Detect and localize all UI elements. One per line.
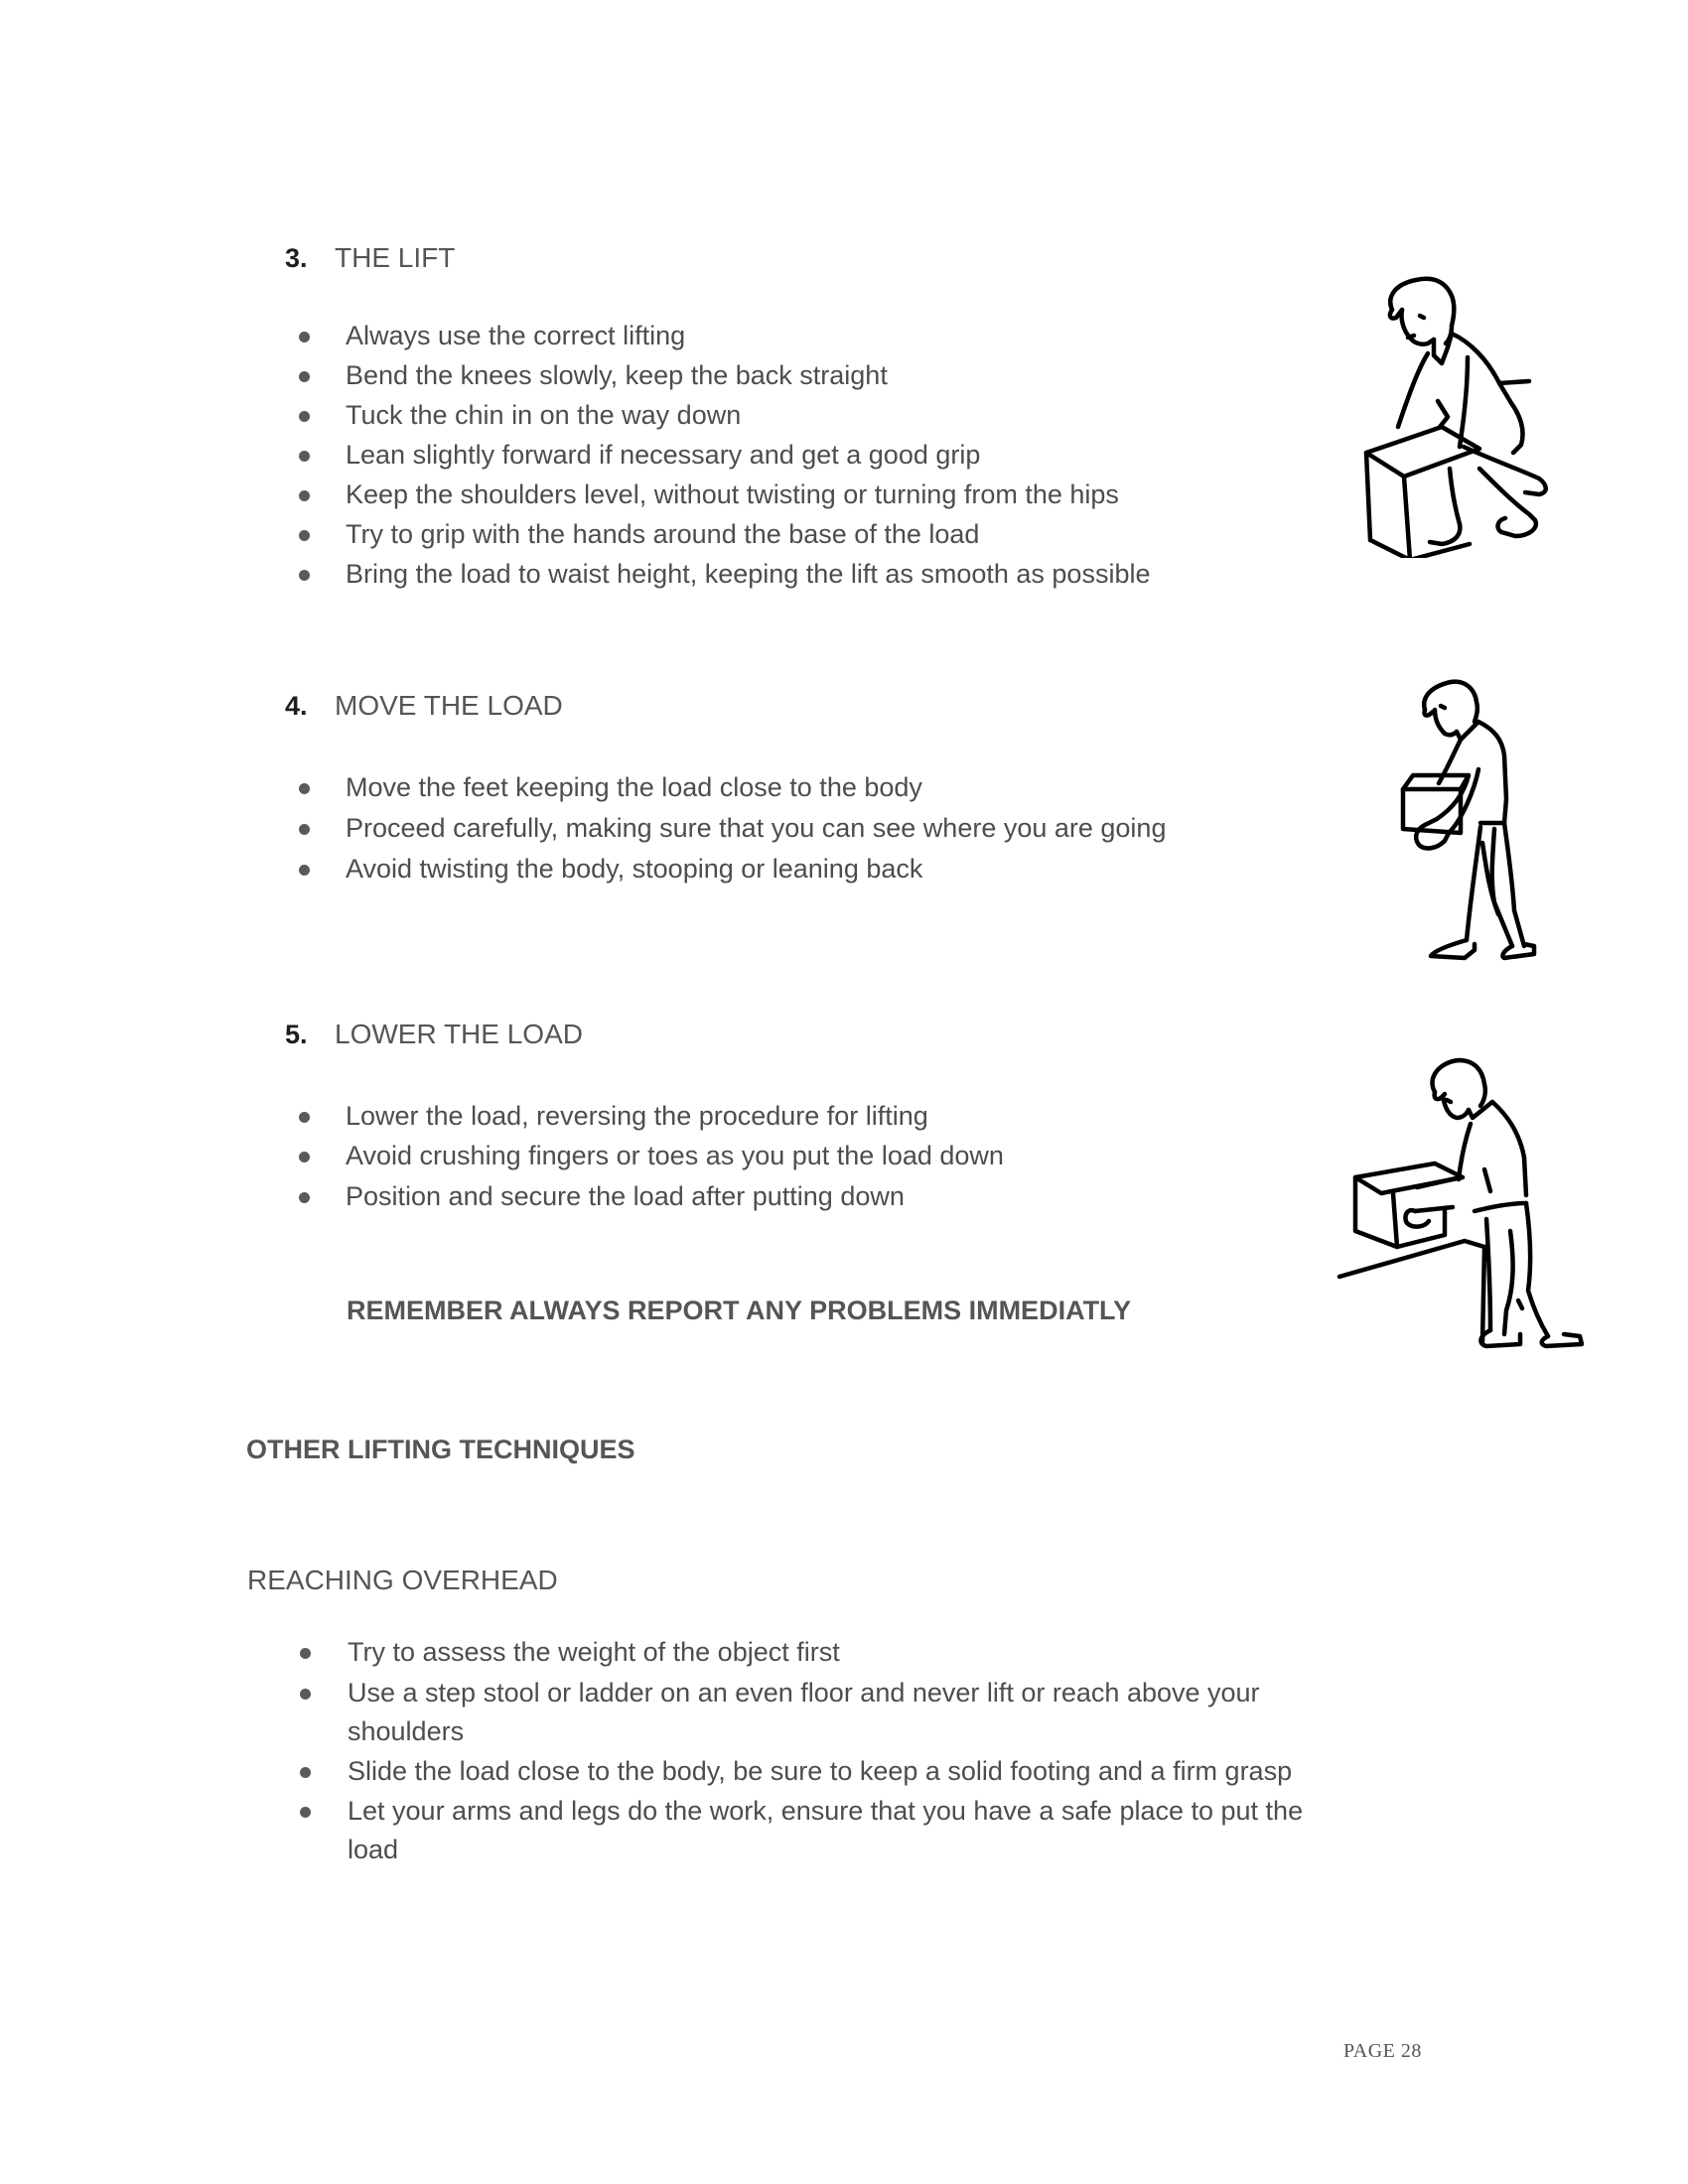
page-number: PAGE 28 [1343, 2040, 1422, 2062]
bullet-icon [299, 371, 310, 382]
list-item: Avoid twisting the body, stooping or leaning back [346, 854, 923, 884]
list-item-continuation: load [348, 1835, 399, 1864]
section-title: REACHING OVERHEAD [247, 1565, 558, 1595]
bullet-icon [299, 332, 310, 342]
person-carrying-box-icon [1395, 660, 1574, 968]
bullet-icon [300, 1689, 311, 1700]
list-item: Use a step stool or ladder on an even floor and never lift or reach above your [348, 1678, 1260, 1707]
list-item: Keep the shoulders level, without twisting or turning from the hips [346, 479, 1119, 509]
list-item: Try to assess the weight of the object first [348, 1637, 840, 1667]
list-item: Lean slightly forward if necessary and get a good grip [346, 440, 981, 470]
list-item: Lower the load, reversing the procedure for lifting [346, 1101, 928, 1131]
bullet-icon [299, 824, 310, 835]
bullet-icon [300, 1807, 311, 1818]
section-number: 4. [285, 691, 308, 721]
bullet-icon [299, 490, 310, 501]
section-number: 3. [285, 243, 308, 273]
list-item: Tuck the chin in on the way down [346, 400, 742, 430]
list-item: Bring the load to waist height, keeping the lift as smooth as possible [346, 559, 1151, 589]
list-item: Bend the knees slowly, keep the back straight [346, 360, 888, 390]
list-item: Try to grip with the hands around the base of the load [346, 519, 980, 549]
list-item: Slide the load close to the body, be sure to keep a solid footing and a firm grasp [348, 1756, 1293, 1786]
bullet-icon [300, 1767, 311, 1778]
section-number: 5. [285, 1020, 308, 1049]
list-item: Position and secure the load after putting down [346, 1181, 905, 1211]
bullet-icon [299, 451, 310, 462]
safety-reminder: REMEMBER ALWAYS REPORT ANY PROBLEMS IMMEDIATLY [347, 1296, 1132, 1325]
bullet-icon [299, 1112, 310, 1123]
bullet-icon [299, 411, 310, 422]
section-title: LOWER THE LOAD [335, 1019, 583, 1049]
list-item: Move the feet keeping the load close to the body [346, 772, 922, 802]
other-techniques-heading: OTHER LIFTING TECHNIQUES [246, 1434, 635, 1464]
bullet-icon [299, 865, 310, 876]
bullet-icon [299, 1192, 310, 1203]
section-title: THE LIFT [335, 242, 456, 273]
list-item: Avoid crushing fingers or toes as you put the load down [346, 1141, 1004, 1170]
list-item: Let your arms and legs do the work, ensure that you have a safe place to put the [348, 1796, 1304, 1826]
bullet-icon [299, 570, 310, 581]
bullet-icon [299, 783, 310, 794]
section-title: MOVE THE LOAD [335, 690, 563, 721]
bullet-icon [299, 530, 310, 541]
list-item: Proceed carefully, making sure that you can see where you are going [346, 813, 1167, 843]
person-squatting-lifting-box-icon [1331, 260, 1569, 558]
person-lowering-box-onto-table-icon [1336, 1032, 1604, 1350]
list-item-continuation: shoulders [348, 1716, 465, 1746]
list-item: Always use the correct lifting [346, 321, 686, 350]
bullet-icon [300, 1648, 311, 1659]
bullet-icon [299, 1152, 310, 1162]
